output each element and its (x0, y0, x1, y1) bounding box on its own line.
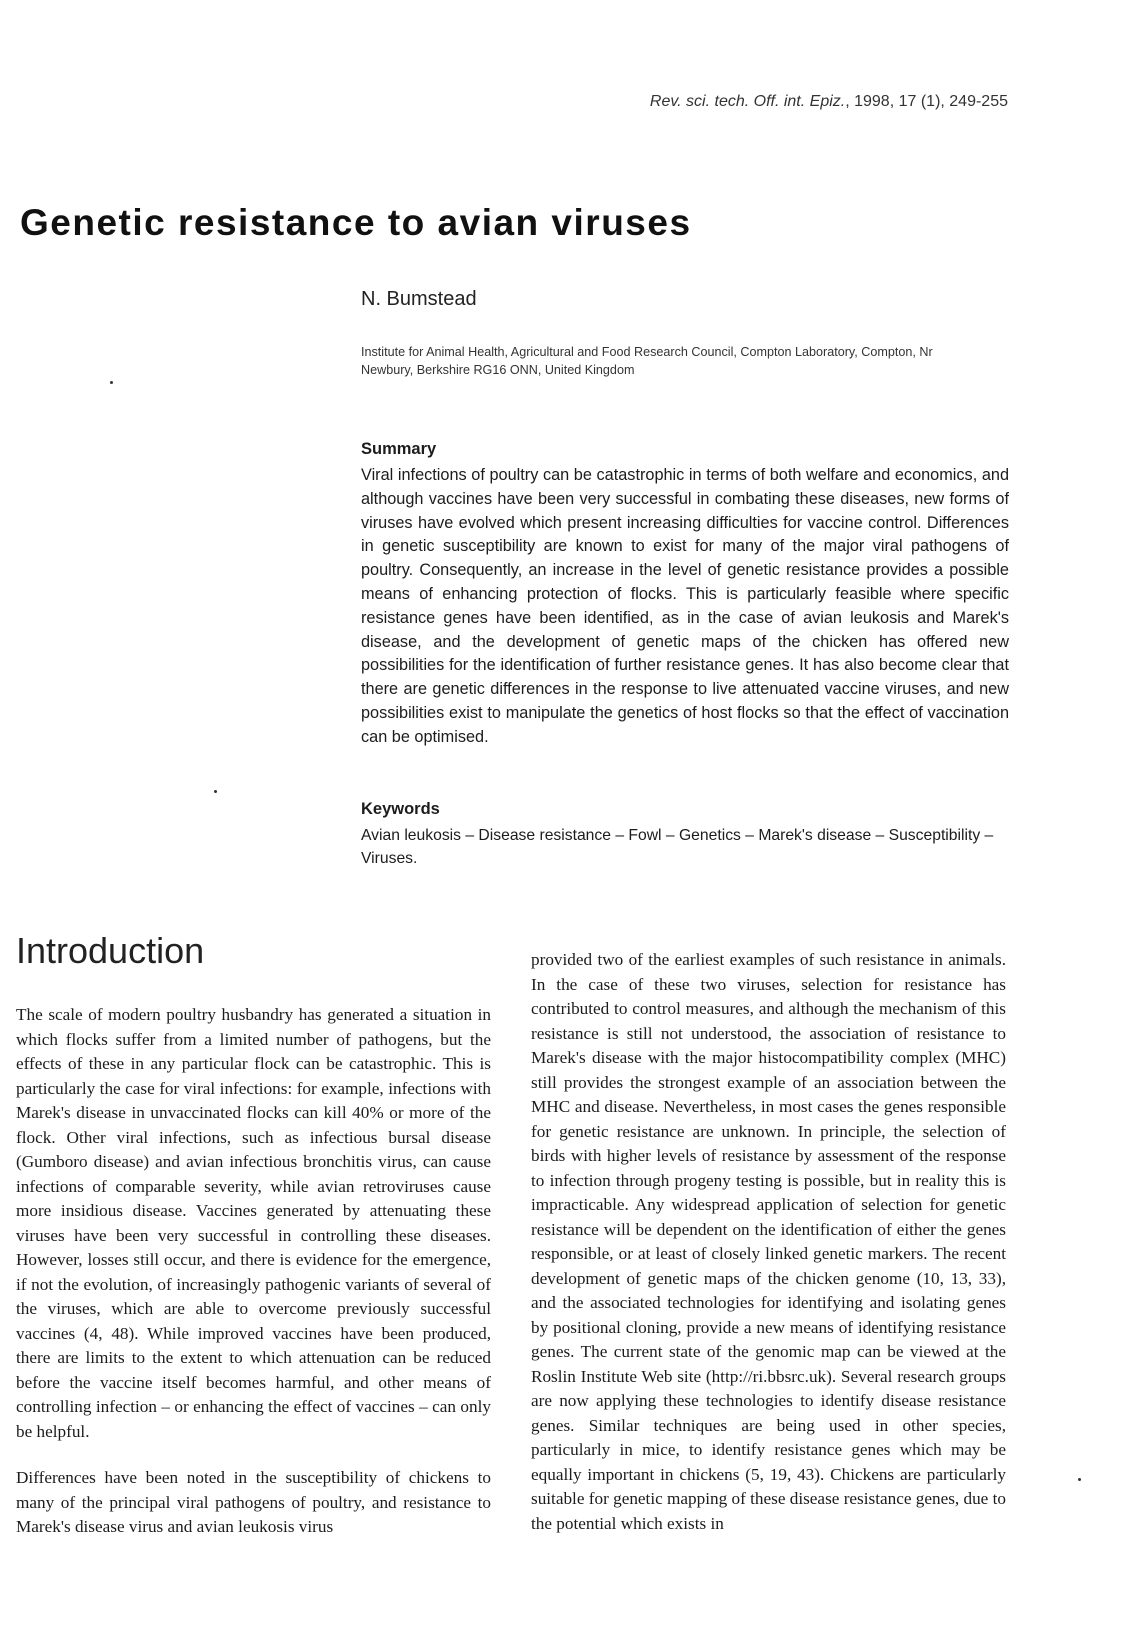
citation-volume-pages: , 1998, 17 (1), 249-255 (845, 93, 1008, 110)
citation-journal: Rev. sci. tech. Off. int. Epiz. (649, 93, 846, 110)
author-name: N. Bumstead (361, 288, 477, 310)
journal-citation (600, 93, 1008, 111)
author-affiliation: Institute for Animal Health, Agricultural and Food Research Council, Compton Laboratory, Compton, Nr Newbury, Berkshire RG16 ONN, United Kingdom (361, 345, 933, 377)
body-column-right (531, 948, 1006, 1536)
keywords-text: Avian leukosis – Disease resistance – Fowl – Genetics – Marek's disease – Susceptibility – Viruses. (361, 827, 994, 867)
introduction-heading: Introduction (16, 930, 205, 971)
article-title: Genetic resistance to avian viruses (20, 202, 692, 243)
scan-speck (110, 381, 113, 384)
intro-paragraph-2: Differences have been noted in the susceptibility of chickens to many of the principal viral pathogens of poultry, and resistance to Marek's disease virus and avian leukosis virus (16, 1468, 491, 1536)
summary-text: Viral infections of poultry can be catastrophic in terms of both welfare and economics, and although vaccines have been very successful in combating these diseases, new forms of viruses have evolved which present increasing difficulties for vaccine control. Differences in genetic susceptibility are known to exist for many of the major viral pathogens of poultry. Consequently, an increase in the level of genetic resistance provides a possible means of enhancing protection of flocks. This is particularly feasible where specific resistance genes have been identified, as in the case of avian leukosis and Marek's disease, and the development of genetic maps of the chicken has offered new possibilities for the identification of further resistance genes. It has also become clear that there are genetic differences in the response to live attenuated vaccine viruses, and new possibilities exist to manipulate the genetics of host flocks so that the effect of vaccination can be optimised. (361, 466, 1009, 746)
summary-heading: Summary (361, 440, 437, 458)
keywords-heading: Keywords (361, 800, 440, 818)
intro-paragraph-1: The scale of modern poultry husbandry has generated a situation in which flocks suffer from a limited number of pathogens, but the effects of these in any particular flock can be catastrophic. This is particularly the case for viral infections: for example, infections with Marek's disease in unvaccinated flocks can kill 40% or more of the flock. Other viral infections, such as infectious bursal disease (Gumboro disease) and avian infectious bronchitis virus, can cause infections of comparable severity, while avian retroviruses cause more insidious disease. Vaccines generated by attenuating these viruses have been very successful in controlling these diseases. However, losses still occur, and there is evidence for the emergence, if not the evolution, of increasingly pathogenic variants of several of the viruses, which are able to overcome previously successful vaccines (4, 48). While improved vaccines have been produced, there are limits to the extent to which attenuation can be reduced before the vaccine itself becomes harmful, and other means of controlling infection – or enhancing the effect of vaccines – can only be helpful. (16, 1005, 491, 1441)
body-column-left (16, 1003, 491, 1540)
scan-speck (214, 790, 217, 793)
scan-speck (1078, 1478, 1081, 1481)
intro-paragraph-3: provided two of the earliest examples of such resistance in animals. In the case of these two viruses, selection for resistance has contributed to control measures, and although the mechanism of this resistance is still not understood, the association of resistance to Marek's disease with the major histocompatibility complex (MHC) still provides the strongest example of an association between the MHC and disease. Nevertheless, in most cases the genes responsible for genetic resistance are unknown. In principle, the selection of birds with higher levels of resistance by assessment of the response to infection through progeny testing is possible, but in reality this is impracticable. Any widespread application of selection for genetic resistance will be dependent on the identification of either the genes responsible, or at least of closely linked genetic markers. The recent development of genetic maps of the chicken genome (10, 13, 33), and the associated technologies for identifying and isolating genes by positional cloning, provide a new means of identifying resistance genes. The current state of the genomic map can be viewed at the Roslin Institute Web site (http://ri.bbsrc.uk). Several research groups are now applying these technologies to identify disease resistance genes. Similar techniques are being used in other species, particularly in mice, to identify resistance genes which may be equally important in chickens (5, 19, 43). Chickens are particularly suitable for genetic mapping of these disease resistance genes, due to the potential which exists in (531, 950, 1006, 1533)
